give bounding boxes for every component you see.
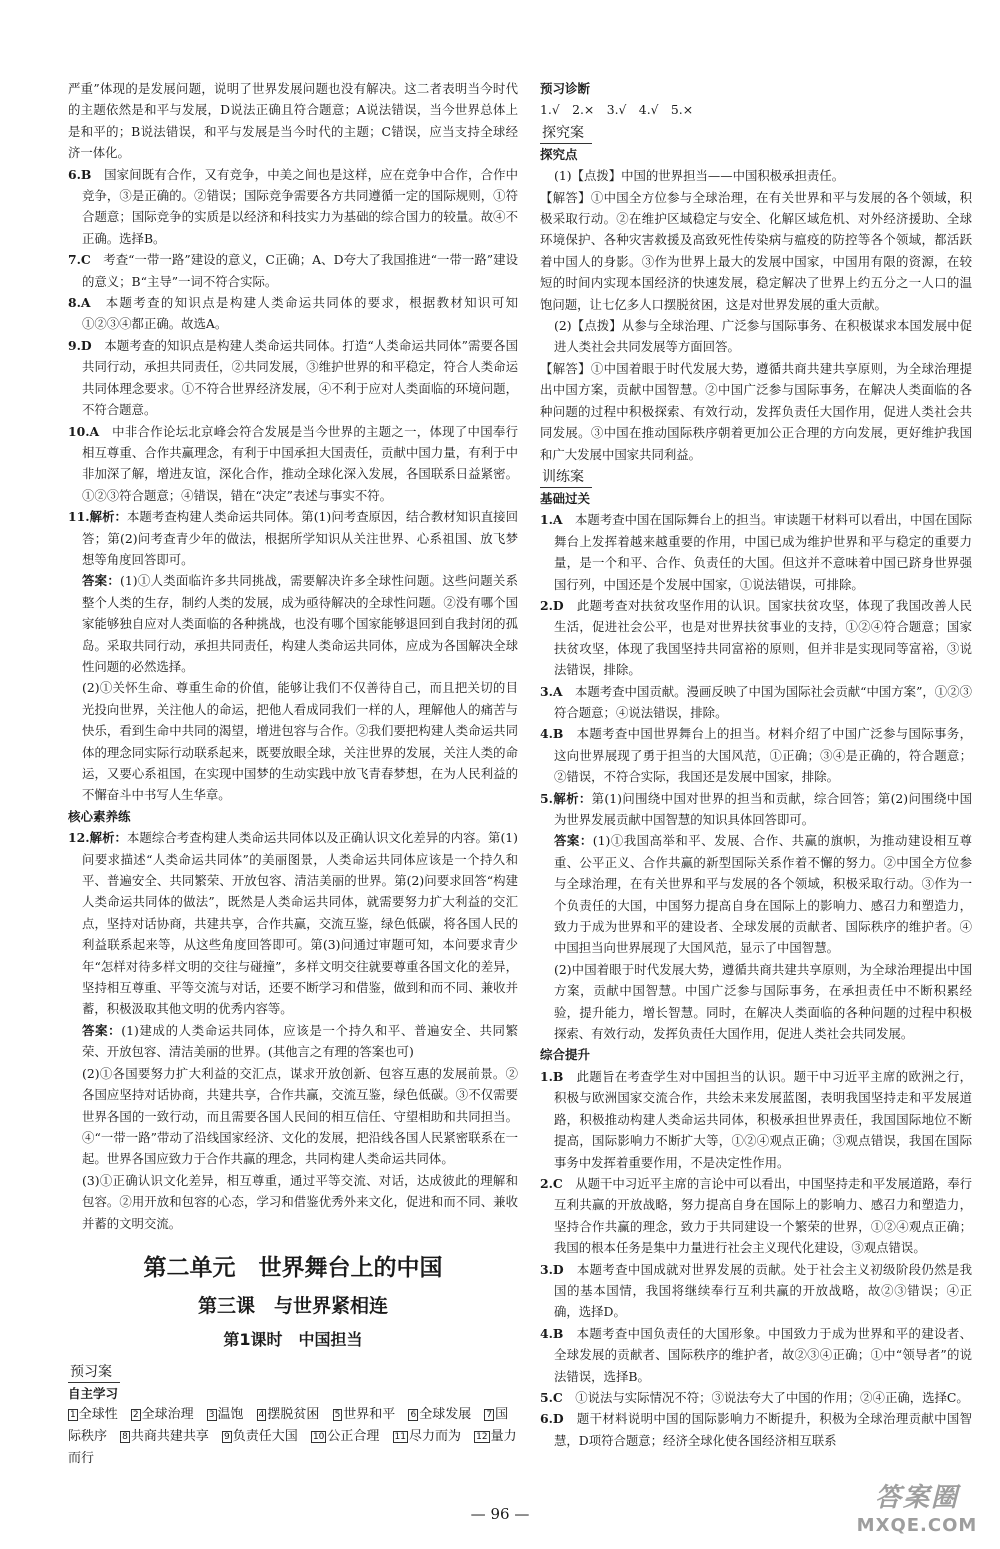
unit-title: 第二单元 世界舞台上的中国 bbox=[143, 1254, 443, 1281]
c3-item bbox=[540, 1259, 972, 1323]
self-study-title: 自主学习 bbox=[68, 1385, 119, 1401]
q10-text: 中非合作论坛北京峰会符合发展是当今世界的主题之一，体现了中国奉行相互尊重、合作共赢理念，有利于中国承担大国责任，贡献中国力量，有利于中非加深了解，增进友谊，深化合作，推动全球化深入发展，各国联系日益紧密。①②③符合题意；④错误，错在“决定”表述与事实不符。 bbox=[82, 423, 519, 503]
b3-item bbox=[540, 681, 972, 724]
period-title: 第1课时 中国担当 bbox=[223, 1329, 363, 1349]
q11-answer-1 bbox=[68, 570, 518, 677]
blank-text: 国际秩序 bbox=[68, 1407, 509, 1445]
q7-number: 7.C bbox=[68, 252, 91, 268]
q11-analysis-label: 解析： bbox=[89, 509, 127, 525]
q6-number: 6.B bbox=[68, 166, 92, 182]
c5-number: 5.C bbox=[540, 1389, 563, 1405]
c3-text: 本题考查中国成就对世界发展的贡献。处于社会主义初级阶段仍然是我国的基本国情，我国将继续奉行互利共赢的开放战略，故②③错误；④正确，选择D。 bbox=[554, 1261, 973, 1320]
c1-item bbox=[540, 1066, 972, 1173]
b2-number: 2.D bbox=[540, 597, 564, 613]
c6-item bbox=[540, 1408, 972, 1451]
q9-item bbox=[68, 335, 518, 421]
explore-section-header: 探究案 bbox=[540, 123, 592, 144]
b4-number: 4.B bbox=[540, 726, 564, 742]
c2-item bbox=[540, 1173, 972, 1259]
left-column bbox=[68, 78, 518, 1470]
blank-item bbox=[257, 1407, 320, 1422]
blank-text: 摆脱贫困 bbox=[267, 1407, 320, 1423]
q7-item bbox=[68, 249, 518, 292]
c6-text: 题干材料说明中国的国际影响力不断提升，积极为全球治理贡献中国智慧，D项符合题意；经济全球化使各国经济相互联系 bbox=[554, 1411, 973, 1448]
blank-item bbox=[408, 1407, 471, 1422]
blank-text: 全球发展 bbox=[419, 1407, 472, 1423]
q12-answer-2: (2)①各国要努力扩大利益的交汇点，谋求开放创新、包容互惠的发展前景。②各国应坚持对话协商，共建共享，合作共赢，交流互鉴，绿色低碳。③不仅需要世界各国的一致行动，而且需要各国人民间的相互信任、守望相助和共同担当。④“一带一路”带动了沿线国家经济、文化的发展，把沿线各国人民紧密联系在一起。世界各国应致力于合作共赢的理念，共同构建人类命运共同体。 bbox=[82, 1065, 518, 1167]
explore-2-answer: 【解答】①中国着眼于时代发展大势，遵循共商共建共享原则，为全球治理提出中国方案，贡献中国智慧。②中国广泛参与国际事务，在解决人类面临的各种问题的过程中积极探索、有效行动，发挥负责任大国作用，促进人类社会共同发展。③中国在推动国际秩序朝着更加公正合理的方向发展，更好维护我国和广大发展中国家共同利益。 bbox=[540, 360, 972, 462]
q12-answer-1-text: (1)建成的人类命运共同体，应该是一个持久和平、普遍安全、共同繁荣、开放包容、清洁美丽的世界。(其他言之有理的答案也可) bbox=[82, 1022, 518, 1060]
b4-text: 本题考查中国世界舞台上的担当。材料介绍了中国广泛参与国际事务，这向世界展现了勇于担当的大国风范，①正确；③④是正确的，符合题意；②错误，不符合实际，我国还是发展中国家，排除。 bbox=[554, 726, 973, 785]
q12-answer-3: (3)①正确认识文化差异，相互尊重，通过平等交流、对话，达成彼此的理解和包容。②用开放和包容的心态，学习和借鉴优秀外来文化，促进和而不同、兼收并蓄的文明交流。 bbox=[82, 1172, 518, 1231]
blank-number: 2 bbox=[132, 1410, 139, 1421]
blank-text: 全球治理 bbox=[141, 1407, 194, 1423]
blank-text: 世界和平 bbox=[343, 1407, 396, 1423]
blank-number: 11 bbox=[394, 1432, 406, 1443]
b2-item bbox=[540, 595, 972, 681]
blank-item bbox=[333, 1407, 396, 1422]
q12-number: 12. bbox=[68, 830, 90, 846]
q12-answer-label: 答案： bbox=[82, 1022, 122, 1038]
c1-text: 此题旨在考查学生对中国担当的认识。题干中习近平主席的欧洲之行，积极与欧洲国家交流合作，共绘未来发展蓝图，表明我国坚持走和平发展道路，积极推动构建人类命运共同体，积极承担世界责任，我国国际地位不断提高，国际影响力不断扩大等，①②④观点正确；③观点错误，我国在国际事务中发挥着重要作用，不是决定性作用。 bbox=[554, 1068, 973, 1170]
b5-answer-2: (2)中国着眼于时代发展大势，遵循共商共建共享原则，为全球治理提出中国方案，贡献中国智慧。中国广泛参与国际事务，在承担责任中不断积累经验，提升能力，增长智慧。同时，在解决人类面临的各种问题的过程中积极探索、有效行动，发挥负责任大国作用，促进人类社会共同发展。 bbox=[554, 961, 972, 1042]
b4-item bbox=[540, 723, 972, 787]
preview-diagnosis-answers: 1.√ 2.× 3.√ 4.√ 5.× bbox=[540, 102, 694, 118]
c5-item bbox=[540, 1387, 972, 1408]
b3-text: 本题考查中国贡献。漫画反映了中国为国际社会贡献“中国方案”，①②③符合题意；④说法错误，排除。 bbox=[554, 683, 972, 720]
blank-number: 4 bbox=[258, 1410, 265, 1421]
blank-item bbox=[393, 1429, 461, 1444]
q12-analysis-label: 解析： bbox=[89, 830, 127, 846]
b1-text: 本题考查中国在国际舞台上的担当。审读题干材料可以看出，中国在国际舞台上发挥着越来越重要的作用，中国已成为维护世界和平与稳定的重要力量，是一个和平、合作、负责任的大国。但这并不意味着中国已跻身世界强国行列，中国还是个发展中国家，①说法错误，可排除。 bbox=[554, 512, 973, 592]
training-section-header: 训练案 bbox=[540, 467, 592, 488]
b2-text: 此题考查对扶贫攻坚作用的认识。国家扶贫攻坚，体现了我国改善人民生活，促进社会公平，也是对世界扶贫事业的支持，①②④符合题意；国家扶贫攻坚，体现了我国坚持共同富裕的原则，但并非是实现同等富裕，③说法错误，排除。 bbox=[554, 597, 973, 678]
blank-number: 8 bbox=[122, 1432, 128, 1443]
watermark-logo-text: 答案圈 bbox=[874, 1483, 959, 1513]
preview-section-header: 预习案 bbox=[68, 1362, 120, 1383]
c4-text: 本题考查中国负责任的大国形象。中国致力于成为世界和平的建设者、全球发展的贡献者、国际秩序的维护者，故②③④正确；①中“领导者”的说法错误，选择B。 bbox=[554, 1325, 973, 1384]
b1-number: 1.A bbox=[540, 512, 563, 528]
c4-item bbox=[540, 1323, 972, 1387]
blank-item bbox=[207, 1407, 244, 1422]
q12-analysis: 本题综合考查构建人类命运共同体以及正确认识文化差异的内容。第(1)问要求描述“人类命运共同体”的美丽图景，人类命运共同体应该是一个持久和平、普遍安全、共同繁荣、开放包容、清洁美丽的世界。第(2)问要求回答“构建人类命运共同体的做法”，既然是人类命运共同体，就需要努力扩大利益的交汇点，坚持对话协商，共建共享，合作共赢，交流互鉴，绿色低碳，将各国人民的利益联系起来等，从这些角度回答即可。第(3)问通过审题可知，本问要求青少年“怎样对待多样文明的交往与碰撞”，多样文明交往就要尊重各国文化的差异，坚持相互尊重、平等交流与对话，还要不断学习和借鉴，做到和而不同、兼收并蓄，积极汲取其他文明的优秀内容等。 bbox=[82, 830, 518, 1017]
blank-number: 6 bbox=[410, 1410, 417, 1421]
c3-number: 3.D bbox=[540, 1261, 564, 1277]
q8-item bbox=[68, 292, 518, 335]
page-number-value: 96 bbox=[490, 1505, 510, 1523]
blank-item bbox=[311, 1429, 379, 1444]
blank-number: 1 bbox=[70, 1410, 76, 1421]
c4-number: 4.B bbox=[540, 1325, 564, 1341]
self-study-blanks bbox=[68, 1404, 518, 1470]
blank-number: 10 bbox=[312, 1432, 325, 1443]
q11-item bbox=[68, 506, 518, 570]
q8-text: 本题考查的知识点是构建人类命运共同体的要求，根据教材知识可知①②③④都正确。故选A。 bbox=[82, 295, 519, 332]
q11-answer-label: 答案： bbox=[82, 573, 121, 589]
blank-item bbox=[222, 1429, 298, 1444]
q7-text: 考查“一带一路”建设的意义，C正确；A、D夸大了我国推进“一带一路”建设的意义；B“主导”一词不符合实际。 bbox=[82, 252, 519, 289]
c5-text: ①说法与实际情况不符；③说法夸大了中国的作用；②④正确，选择C。 bbox=[575, 1389, 969, 1405]
watermark-logo bbox=[852, 1481, 982, 1539]
c6-number: 6.D bbox=[540, 1411, 564, 1427]
q6-item bbox=[68, 164, 518, 250]
c2-number: 2.C bbox=[540, 1175, 563, 1191]
blank-number: 5 bbox=[334, 1410, 341, 1421]
b5-item bbox=[540, 788, 972, 831]
b3-number: 3.A bbox=[540, 683, 563, 699]
explore-1-tip: (1)【点拨】中国的世界担当——中国积极承担责任。 bbox=[554, 168, 845, 184]
q6-text: 国家间既有合作，又有竞争，中美之间也是这样，应在竞争中合作，合作中竞争，③是正确的。②错误；国际竞争需要各方共同遵循一定的国际规则，①符合题意；国际竞争的实质是以经济和科技实力为基础的综合国力的较量。故④不正确。选择B。 bbox=[82, 166, 519, 246]
b5-answer-1-text: (1)①我国高举和平、发展、合作、共赢的旗帜，为推动建设相互尊重、公平正义、合作共赢的新型国际关系作着不懈的努力。②中国全方位参与全球治理，在有关世界和平与发展的各个领域，积极采取行动。③作为一个负责任的大国，中国努力提高自身在国际上的影响力、感召力和塑造力，致力于成为世界和平的建设者、全球发展的贡献者、国际秩序的维护者。④中国担当向世界展现了大国风范，显示了中国智慧。 bbox=[554, 833, 973, 956]
q9-number: 9.D bbox=[68, 337, 92, 353]
q11-analysis: 本题考查构建人类命运共同体。第(1)问考查原因，结合教材知识直接回答；第(2)问考查青少年的做法，根据所学知识从关注世界、心系祖国、放飞梦想等角度回答即可。 bbox=[82, 509, 518, 567]
b5-answer-label: 答案： bbox=[554, 833, 593, 849]
watermark-url: MXQE.COM bbox=[856, 1515, 978, 1536]
blank-text: 全球性 bbox=[78, 1407, 118, 1423]
explore-2-tip: (2)【点拨】从参与全球治理、广泛参与国际事务、在积极谋求本国发展中促进人类社会共同发展等方面回答。 bbox=[554, 318, 972, 355]
q9-text: 本题考查的知识点是构建人类命运共同体。打造“人类命运共同体”需要各国共同行动，承担共同责任，②共同发展，③维护世界的和平稳定，符合人类命运共同体理念要求。①不符合世界经济发展，④不利于应对人类面临的环境问题，不符合题意。 bbox=[82, 337, 519, 418]
q12-item bbox=[68, 827, 518, 1020]
comprehensive-title: 综合提升 bbox=[540, 1047, 591, 1063]
blank-number: 9 bbox=[224, 1432, 230, 1443]
page-number: — 96 — bbox=[470, 1505, 530, 1523]
q12-answer-1 bbox=[68, 1020, 518, 1063]
core-literacy-title: 核心素养练 bbox=[68, 808, 131, 824]
q11-answer-1-text: (1)①人类面临许多共同挑战，需要解决许多全球性问题。这些问题关系整个人类的生存，制约人类的发展，成为亟待解决的全球性问题。②没有哪个国家能够独自应对人类面临的各种挑战，也没有哪个国家能够退回到自我封闭的孤岛。采取共同行动，承担共同责任，构建人类命运共同体，应成为各国解决全球性问题的必然选择。 bbox=[82, 573, 518, 674]
right-column bbox=[540, 78, 972, 1451]
q8-number: 8.A bbox=[68, 295, 91, 311]
q10-number: 10.A bbox=[68, 423, 100, 439]
b5-number: 5. bbox=[540, 790, 553, 806]
blank-text: 尽力而为 bbox=[409, 1429, 462, 1445]
blank-text: 温饱 bbox=[217, 1407, 244, 1423]
q11-answer-2: (2)①关怀生命、尊重生命的价值，能够让我们不仅善待自己，而且把关切的目光投向世界，关注他人的命运，把他人看成同我们一样的人，理解他人的痛苦与快乐，看到生命中共同的渴望，增进包容与合作。②我们要把构建人类命运共同体的理念同实际行动联系起来，既要放眼全球，关注世界的发展，关注人类的命运，又要心系祖国，在实现中国梦的生动实践中放飞青春梦想，在为人民利益的不懈奋斗中书写人生华章。 bbox=[82, 680, 518, 803]
blank-item bbox=[131, 1407, 194, 1422]
preview-diagnosis-title: 预习诊断 bbox=[540, 81, 591, 96]
b5-answer-1 bbox=[540, 830, 972, 958]
c2-text: 从题干中习近平主席的言论中可以看出，中国坚持走和平发展道路，奉行互利共赢的开放战略，努力提高自身在国际上的影响力、感召力和塑造力，坚持合作共赢的理念，致力于共同建设一个繁荣的世界，①②④观点正确；我国的根本任务是集中力量进行社会主义现代化建设，③观点错误。 bbox=[554, 1175, 973, 1256]
blank-number: 3 bbox=[208, 1410, 215, 1421]
blank-text: 共商共建共享 bbox=[130, 1429, 209, 1445]
basic-title: 基础过关 bbox=[540, 490, 591, 506]
blank-item bbox=[68, 1407, 118, 1422]
explore-1-answer: 【解答】①中国全方位参与全球治理，在有关世界和平与发展的各个领域，积极采取行动。②在维护区域稳定与安全、化解区域危机、对外经济援助、全球环境保护、各种灾害救援及高致死性传染病与瘟疫的防控等各个领域，都活跃着中国人的身影。③作为世界上最大的发展中国家，中国用有限的资源，在较短的时间内实现本国经济的快速发展，稳定解决了世界上约五分之一人口的温饱问题，让七亿多人口摆脱贫困，这是对世界发展的重大贡献。 bbox=[540, 189, 972, 312]
intro-text: 严重”体现的是发展问题，说明了世界发展问题也没有解决。这二者表明当今时代的主题依然是和平与发展，D说法正确且符合题意；A说法错误，当今世界总体上是和平的；B说法错误，和平与发展是当今时代的主题；C错误，应当支持全球经济一体化。 bbox=[68, 81, 518, 161]
b5-analysis-label: 解析： bbox=[552, 790, 592, 806]
q11-number: 11. bbox=[68, 509, 90, 525]
b5-analysis: 第(1)问围绕中国对世界的担当和贡献，综合回答；第(2)问围绕中国为世界发展贡献中国智慧的知识具体回答即可。 bbox=[554, 790, 972, 827]
blank-text: 公正合理 bbox=[327, 1429, 380, 1445]
blank-number: 7 bbox=[486, 1410, 493, 1421]
blank-text: 负责任大国 bbox=[232, 1429, 298, 1445]
blank-number: 12 bbox=[476, 1432, 488, 1443]
blank-text: 量力而行 bbox=[68, 1429, 517, 1467]
blank-item bbox=[120, 1429, 209, 1444]
c1-number: 1.B bbox=[540, 1068, 564, 1084]
b1-item bbox=[540, 509, 972, 595]
explore-point-title: 探究点 bbox=[540, 146, 578, 162]
lesson-title: 第三课 与世界紧相连 bbox=[197, 1294, 388, 1317]
q10-item bbox=[68, 421, 518, 507]
